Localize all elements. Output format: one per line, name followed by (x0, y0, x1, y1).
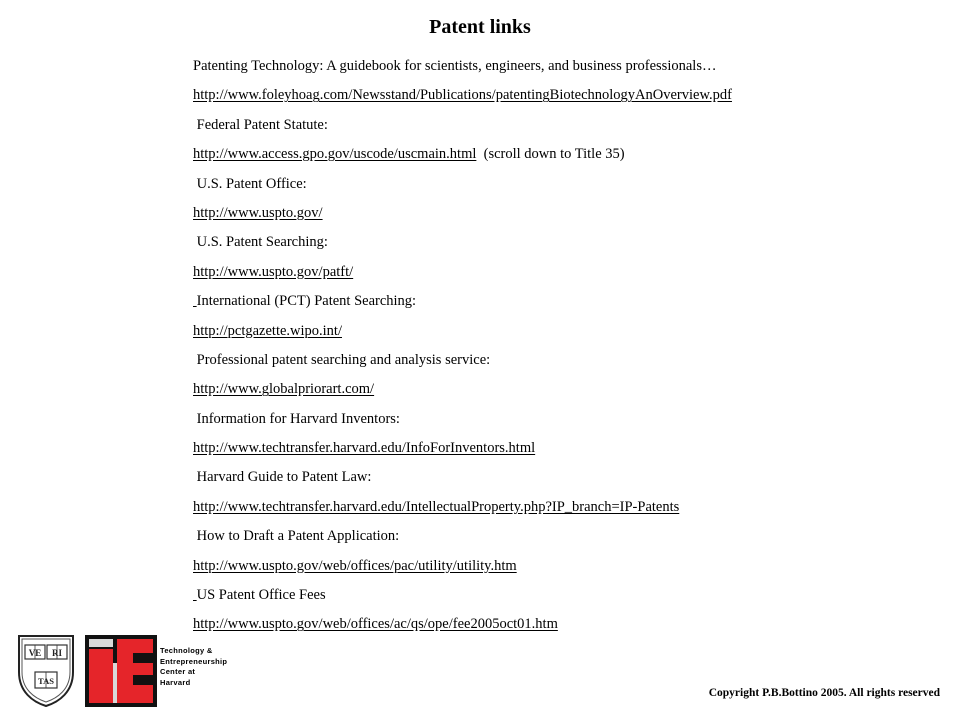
footer (0, 630, 960, 720)
entry-link[interactable] (193, 199, 933, 228)
entry-label-text: Professional patent searching and analysis service: (196, 351, 491, 368)
entry-link[interactable] (193, 493, 933, 522)
entry-label-text: Harvard Guide to Patent Law: (196, 469, 372, 486)
entry-url: http://www.uspto.gov/ (193, 204, 323, 221)
entry-url: http://www.uspto.gov/web/offices/pac/utility/utility.htm (193, 557, 517, 574)
entry-url: http://www.techtransfer.harvard.edu/IntellectualProperty.php?IP_branch=IP-Patents (193, 498, 680, 515)
entry-label-text: Patenting Technology: A guidebook for scientists, engineers, and business professionals… (193, 58, 717, 74)
entry-url: http://www.foleyhoag.com/Newsstand/Publications/patentingBiotechnologyAnOverview.pdf (193, 87, 732, 104)
entry-url: http://www.access.gpo.gov/uscode/uscmain.html (193, 146, 477, 163)
tec-name-line: Entrepreneurship (160, 656, 228, 666)
entry-label (193, 228, 933, 257)
entry-label (193, 111, 933, 140)
entry-link[interactable] (193, 258, 933, 287)
shield-letters-3: TAS (38, 676, 54, 686)
entry-label (193, 287, 933, 316)
entry-link[interactable] (193, 317, 933, 346)
entry-url: http://pctgazette.wipo.int/ (193, 322, 342, 339)
entry-note: (scroll down to Title 35) (483, 146, 625, 163)
entry-label (193, 522, 933, 551)
entry-label-text: Information for Harvard Inventors: (196, 410, 400, 427)
entry-link[interactable] (193, 146, 476, 162)
entry-link[interactable] (193, 375, 933, 404)
tec-center-name (160, 646, 227, 688)
tec-name-line: Center at (160, 667, 196, 676)
entry-url: http://www.techtransfer.harvard.edu/InfoForInventors.html (193, 440, 536, 457)
entry-label (193, 405, 933, 434)
entry-link[interactable] (193, 81, 933, 110)
page-title: Patent links (429, 16, 531, 38)
tec-name-line: Technology & (160, 646, 213, 655)
harvard-shield-icon (15, 632, 77, 708)
entry-label (193, 581, 933, 610)
entry-link[interactable] (193, 552, 933, 581)
entry-link[interactable] (193, 434, 933, 463)
tec-name-line: Harvard (160, 677, 191, 687)
entry-label-text: How to Draft a Patent Application: (196, 528, 400, 545)
entry-url: http://www.uspto.gov/patft/ (193, 263, 354, 280)
shield-letters-1: VE (28, 648, 42, 658)
entry-label-text: U.S. Patent Searching: (196, 234, 328, 251)
entry-label-text: US Patent Office Fees (196, 587, 326, 604)
entry-url: http://www.uspto.gov/web/offices/ac/qs/ope/fee2005oct01.htm (193, 616, 558, 633)
entry-label (193, 346, 933, 375)
tec-logo-icon (85, 635, 157, 707)
link-list (193, 52, 933, 640)
entry-label-text: U.S. Patent Office: (196, 175, 307, 192)
shield-letters-2: RI (51, 648, 63, 658)
entry-label (193, 170, 933, 199)
entry-label (193, 463, 933, 492)
entry-label-text: International (PCT) Patent Searching: (196, 293, 417, 310)
copyright-notice: Copyright P.B.Bottino 2005. All rights reserved (708, 687, 940, 699)
entry-link-row (193, 140, 933, 169)
entry-url: http://www.globalpriorart.com/ (193, 381, 375, 398)
entry-label-text: Federal Patent Statute: (196, 116, 328, 133)
entry-label (193, 52, 933, 81)
